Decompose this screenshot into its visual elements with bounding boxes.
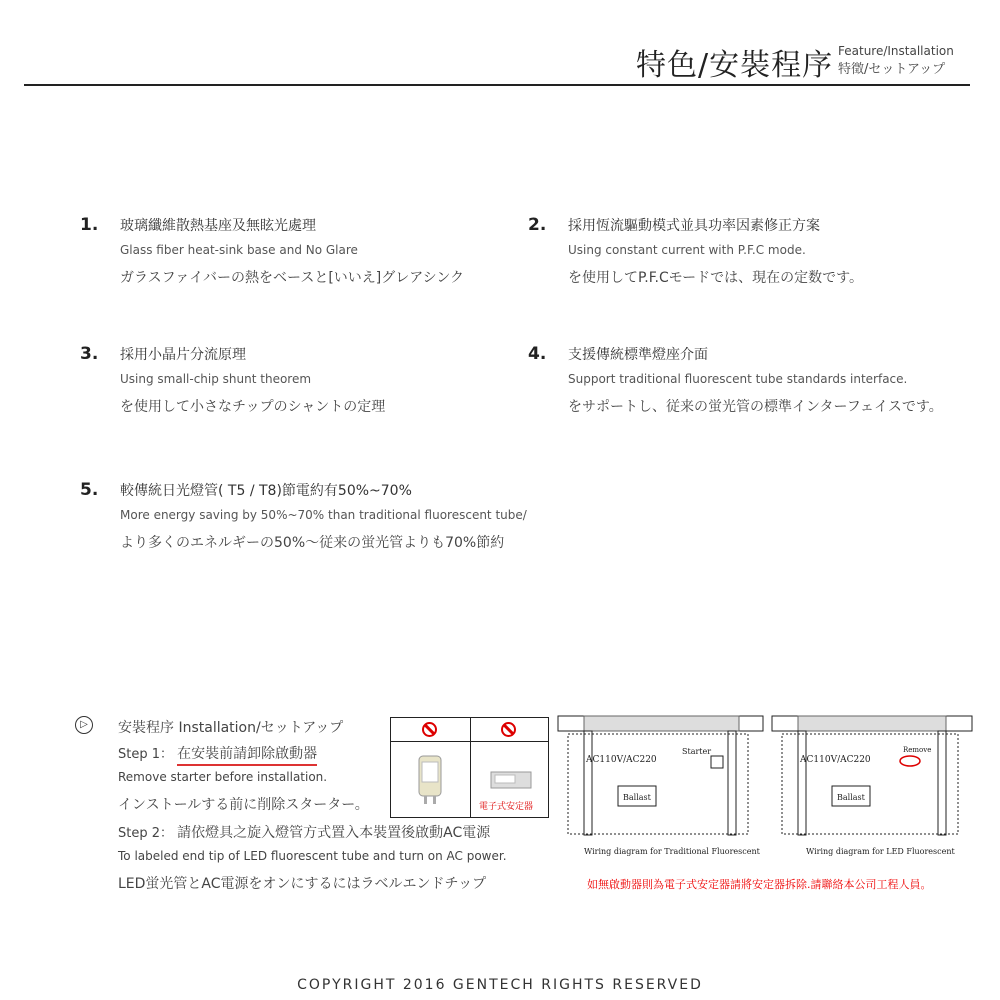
feature-title-en: Using small-chip shunt theorem: [120, 372, 312, 386]
feature-title-ja: より多くのエネルギーの50%～従来の蛍光管よりも70%節約: [120, 535, 505, 551]
feature-title-ja: を使用してP.F.Cモードでは、現在の定数です。: [568, 270, 864, 286]
diagram-voltage-label: AC110V/AC220: [586, 755, 657, 765]
feature-number: 3.: [80, 344, 99, 364]
electronic-ballast-image: [487, 766, 537, 796]
feature-number: 2.: [528, 215, 547, 235]
feature-title-zh: 較傳統日光燈管( T5 / T8)節電約有50%~70%: [120, 483, 412, 499]
prohibited-icon: [501, 722, 516, 737]
step2-instruction-zh: 請依燈具之旋入燈管方式置入本裝置後啟動AC電源: [177, 825, 491, 841]
copyright-footer: COPYRIGHT 2016 GENTECH RIGHTS RESERVED: [297, 977, 703, 993]
step1-instruction-en: Remove starter before installation.: [118, 770, 328, 784]
feature-title-zh: 採用小晶片分流原理: [120, 347, 246, 363]
step1-line: [118, 743, 317, 763]
feature-title-zh: 採用恆流驅動模式並具功率因素修正方案: [568, 218, 820, 234]
feature-title-ja: ガラスファイバーの熱をベースと[いいえ]グレアシンク: [120, 270, 465, 286]
ballast-removal-note: 如無啟動器則為電子式安定器請將安定器拆除.請聯絡本公司工程人員。: [587, 878, 932, 891]
page-subtitle-en: Feature/Installation: [838, 44, 954, 58]
feature-title-zh: 玻璃纖維散熱基座及無眩光處理: [120, 218, 316, 234]
installation-heading: 安裝程序 Installation/セットアップ: [118, 720, 344, 736]
diagram-voltage-label: AC110V/AC220: [800, 755, 871, 765]
prohibited-icon: [422, 722, 437, 737]
step2-label: Step 2：: [118, 826, 174, 841]
feature-number: 4.: [528, 344, 547, 364]
wiring-diagrams: [556, 714, 976, 864]
play-circle-icon: ▷: [75, 716, 93, 734]
remove-label: Remove: [903, 746, 932, 754]
feature-number: 1.: [80, 215, 99, 235]
diagram-caption: Wiring diagram for Traditional Fluorescent: [584, 847, 760, 856]
feature-title-ja: を使用して小さなチップのシャントの定理: [120, 399, 386, 415]
ballast-label: Ballast: [837, 793, 865, 802]
step2-line: [118, 822, 490, 842]
feature-title-en: More energy saving by 50%~70% than traditional fluorescent tube/: [120, 508, 527, 522]
traditional-wiring-diagram: [558, 716, 763, 856]
feature-title-zh: 支援傳統標準燈座介面: [568, 347, 708, 363]
starter-image: [411, 750, 451, 810]
step2-instruction-en: To labeled end tip of LED fluorescent tube and turn on AC power.: [118, 849, 507, 863]
feature-title-ja: をサポートし、従来の蛍光管の標準インターフェイスです。: [568, 399, 943, 415]
step1-label: Step 1：: [118, 747, 174, 762]
feature-number: 5.: [80, 480, 99, 500]
page-title: 特色/安裝程序: [636, 48, 834, 83]
header-divider: [24, 84, 970, 86]
table-divider: [470, 718, 471, 817]
feature-title-en: Using constant current with P.F.C mode.: [568, 243, 806, 257]
led-wiring-diagram: [772, 716, 972, 856]
electronic-ballast-label: 電子式安定器: [479, 802, 534, 812]
step2-instruction-ja: LED蛍光管とAC電源をオンにするにはラベルエンドチップ: [118, 876, 487, 892]
feature-title-en: Glass fiber heat-sink base and No Glare: [120, 243, 358, 257]
ballast-label: Ballast: [623, 793, 651, 802]
table-divider: [391, 741, 548, 742]
feature-title-en: Support traditional fluorescent tube standards interface.: [568, 372, 908, 386]
diagram-caption: Wiring diagram for LED Fluorescent: [806, 847, 955, 856]
starter-ballast-table: [390, 717, 549, 818]
step1-instruction-ja: インストールする前に削除スターター。: [118, 797, 369, 813]
page-subtitle-ja: 特徵/セットアップ: [838, 62, 946, 77]
step1-instruction-zh: 在安裝前請卸除啟動器: [177, 746, 317, 766]
starter-label: Starter: [682, 747, 712, 756]
